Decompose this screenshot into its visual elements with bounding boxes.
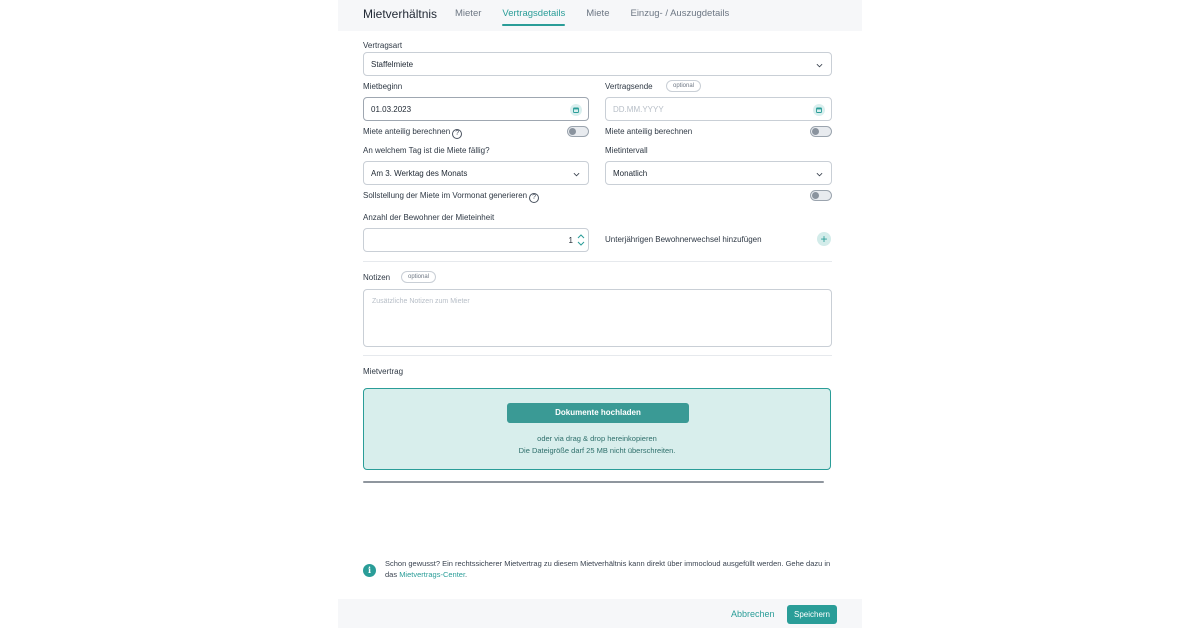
intervall-value: Monatlich bbox=[613, 169, 648, 178]
toggle-knob bbox=[812, 128, 819, 135]
tab-einzug-auszug[interactable]: Einzug- / Auszugdetails bbox=[630, 8, 730, 19]
tab-vertragsdetails[interactable]: Vertragsdetails bbox=[502, 8, 565, 26]
add-bewohnerwechsel-button[interactable]: + bbox=[817, 232, 831, 246]
anteilig-left-toggle[interactable] bbox=[567, 126, 589, 137]
notizen-optional-badge: optional bbox=[401, 271, 436, 283]
chevron-down-icon bbox=[816, 62, 823, 69]
modal-footer bbox=[338, 599, 862, 628]
page-title: Mietverhältnis bbox=[363, 7, 438, 21]
anteilig-left-text: Miete anteilig berechnen bbox=[363, 127, 451, 136]
notizen-placeholder: Zusätzliche Notizen zum Mieter bbox=[372, 298, 470, 305]
mietvertrags-center-link[interactable]: Mietvertrags-Center bbox=[399, 569, 466, 579]
anteilig-right-label: Miete anteilig berechnen bbox=[605, 127, 693, 136]
horizontal-scrollbar[interactable] bbox=[363, 481, 824, 483]
divider bbox=[363, 355, 832, 356]
intervall-label: Mietintervall bbox=[605, 146, 648, 155]
calendar-icon[interactable] bbox=[813, 104, 825, 116]
vertragsende-label: Vertragsende bbox=[605, 82, 653, 91]
chevron-down-icon bbox=[573, 171, 580, 178]
tab-bar bbox=[455, 8, 750, 26]
modal-panel bbox=[338, 0, 862, 628]
anteilig-right-toggle[interactable] bbox=[810, 126, 832, 137]
bewohner-number-input[interactable] bbox=[363, 228, 589, 252]
intervall-select[interactable] bbox=[605, 161, 832, 185]
help-icon[interactable]: ? bbox=[529, 193, 539, 203]
faellig-value: Am 3. Werktag des Monats bbox=[371, 169, 468, 178]
mietbeginn-label: Mietbeginn bbox=[363, 82, 403, 91]
sollstellung-text: Sollstellung der Miete im Vormonat generieren bbox=[363, 191, 528, 200]
save-button[interactable]: Speichern bbox=[787, 605, 837, 624]
upload-documents-button[interactable]: Dokumente hochladen bbox=[507, 403, 689, 423]
divider bbox=[363, 261, 832, 262]
bewohnerwechsel-label: Unterjährigen Bewohnerwechsel hinzufügen bbox=[605, 235, 762, 244]
info-message bbox=[385, 559, 835, 580]
vertragsende-placeholder: DD.MM.YYYY bbox=[613, 105, 664, 114]
notizen-label: Notizen bbox=[363, 273, 391, 282]
tab-mieter[interactable]: Mieter bbox=[455, 8, 482, 19]
vertragsart-label: Vertragsart bbox=[363, 41, 403, 50]
calendar-icon[interactable] bbox=[570, 104, 582, 116]
vertragsart-value: Staffelmiete bbox=[371, 60, 414, 69]
mietbeginn-field[interactable] bbox=[363, 97, 589, 121]
modal-header bbox=[338, 0, 862, 31]
faellig-label: An welchem Tag ist die Miete fällig? bbox=[363, 146, 490, 155]
mietbeginn-value: 01.03.2023 bbox=[371, 105, 412, 114]
dropzone-hint: oder via drag & drop hereinkopieren bbox=[537, 434, 657, 443]
info-suffix: . bbox=[465, 569, 468, 579]
notizen-textarea[interactable] bbox=[363, 289, 832, 347]
mietvertrag-label: Mietvertrag bbox=[363, 367, 404, 376]
vertragsart-select[interactable] bbox=[363, 52, 832, 76]
stepper-arrows-icon[interactable] bbox=[577, 233, 585, 247]
cancel-button[interactable]: Abbrechen bbox=[731, 609, 775, 619]
sollstellung-label bbox=[363, 191, 539, 203]
dropzone-size-limit: Die Dateigröße darf 25 MB nicht überschreiten. bbox=[518, 446, 676, 455]
bewohner-label: Anzahl der Bewohner der Mieteinheit bbox=[363, 213, 495, 222]
anteilig-left-label bbox=[363, 127, 462, 139]
help-icon[interactable]: ? bbox=[452, 129, 462, 139]
tab-miete[interactable]: Miete bbox=[586, 8, 610, 19]
bewohner-value: 1 bbox=[568, 236, 573, 245]
toggle-knob bbox=[812, 192, 819, 199]
sollstellung-toggle[interactable] bbox=[810, 190, 832, 201]
info-text: Schon gewusst? Ein rechtssicherer Mietvertrag zu diesem Mietverhältnis kann direkt über immocloud ausgefüllt werden. Gehe dazu in das bbox=[385, 559, 831, 579]
chevron-down-icon bbox=[816, 171, 823, 178]
toggle-knob bbox=[569, 128, 576, 135]
vertragsende-optional-badge: optional bbox=[666, 80, 701, 92]
vertragsende-field[interactable] bbox=[605, 97, 832, 121]
document-dropzone[interactable] bbox=[363, 388, 831, 470]
info-icon: i bbox=[363, 564, 376, 577]
faellig-select[interactable] bbox=[363, 161, 589, 185]
